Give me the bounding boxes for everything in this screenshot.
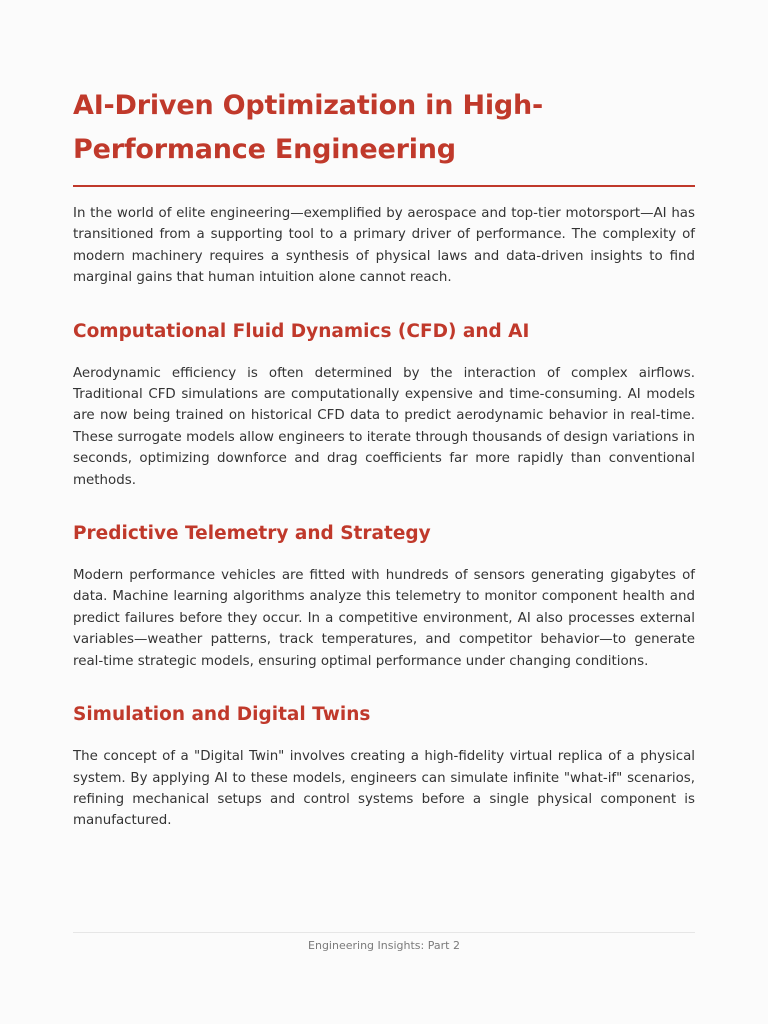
section-body: The concept of a "Digital Twin" involves creating a high-fidelity virtual replica of a physical system. By applying AI to these models, engineers can simulate infinite "what-if" scenarios, refining mechanical setups and control systems before a single physical component is manufactured.	[73, 749, 695, 829]
section-cfd	[73, 319, 695, 491]
footer-label: Engineering Insights: Part 2	[308, 939, 460, 952]
footer-divider	[73, 932, 695, 933]
intro-paragraph: In the world of elite engineering—exemplified by aerospace and top-tier motorsport—AI has transitioned from a supporting tool to a primary driver of performance. The complexity of modern machinery requires a synthesis of physical laws and data-driven insights to find marginal gains that human intuition alone cannot reach.	[73, 206, 695, 286]
section-heading: Computational Fluid Dynamics (CFD) and AI	[73, 320, 530, 342]
document-title: AI-Driven Optimization in High-Performance Engineering	[73, 90, 544, 165]
section-telemetry	[73, 521, 695, 672]
section-heading: Predictive Telemetry and Strategy	[73, 523, 431, 545]
document-page	[73, 84, 695, 832]
section-digital-twins	[73, 702, 695, 832]
section-heading: Simulation and Digital Twins	[73, 704, 371, 726]
section-body: Aerodynamic efficiency is often determined by the interaction of complex airflows. Traditional CFD simulations are computationally expensive and time-consuming. AI models are now being trained on historical CFD data to predict aerodynamic behavior in real-time. These surrogate models allow engineers to iterate through thousands of design variations in seconds, optimizing downforce and drag coefficients far more rapidly than conventional methods.	[73, 365, 695, 488]
section-body: Modern performance vehicles are fitted with hundreds of sensors generating gigabytes of data. Machine learning algorithms analyze this telemetry to monitor component health and predict failures before they occur. In a competitive environment, AI also processes external variables—weather patterns, track temperatures, and competitor behavior—to generate real-time strategic models, ensuring optimal performance under changing conditions.	[73, 568, 695, 669]
title-divider	[73, 185, 695, 187]
